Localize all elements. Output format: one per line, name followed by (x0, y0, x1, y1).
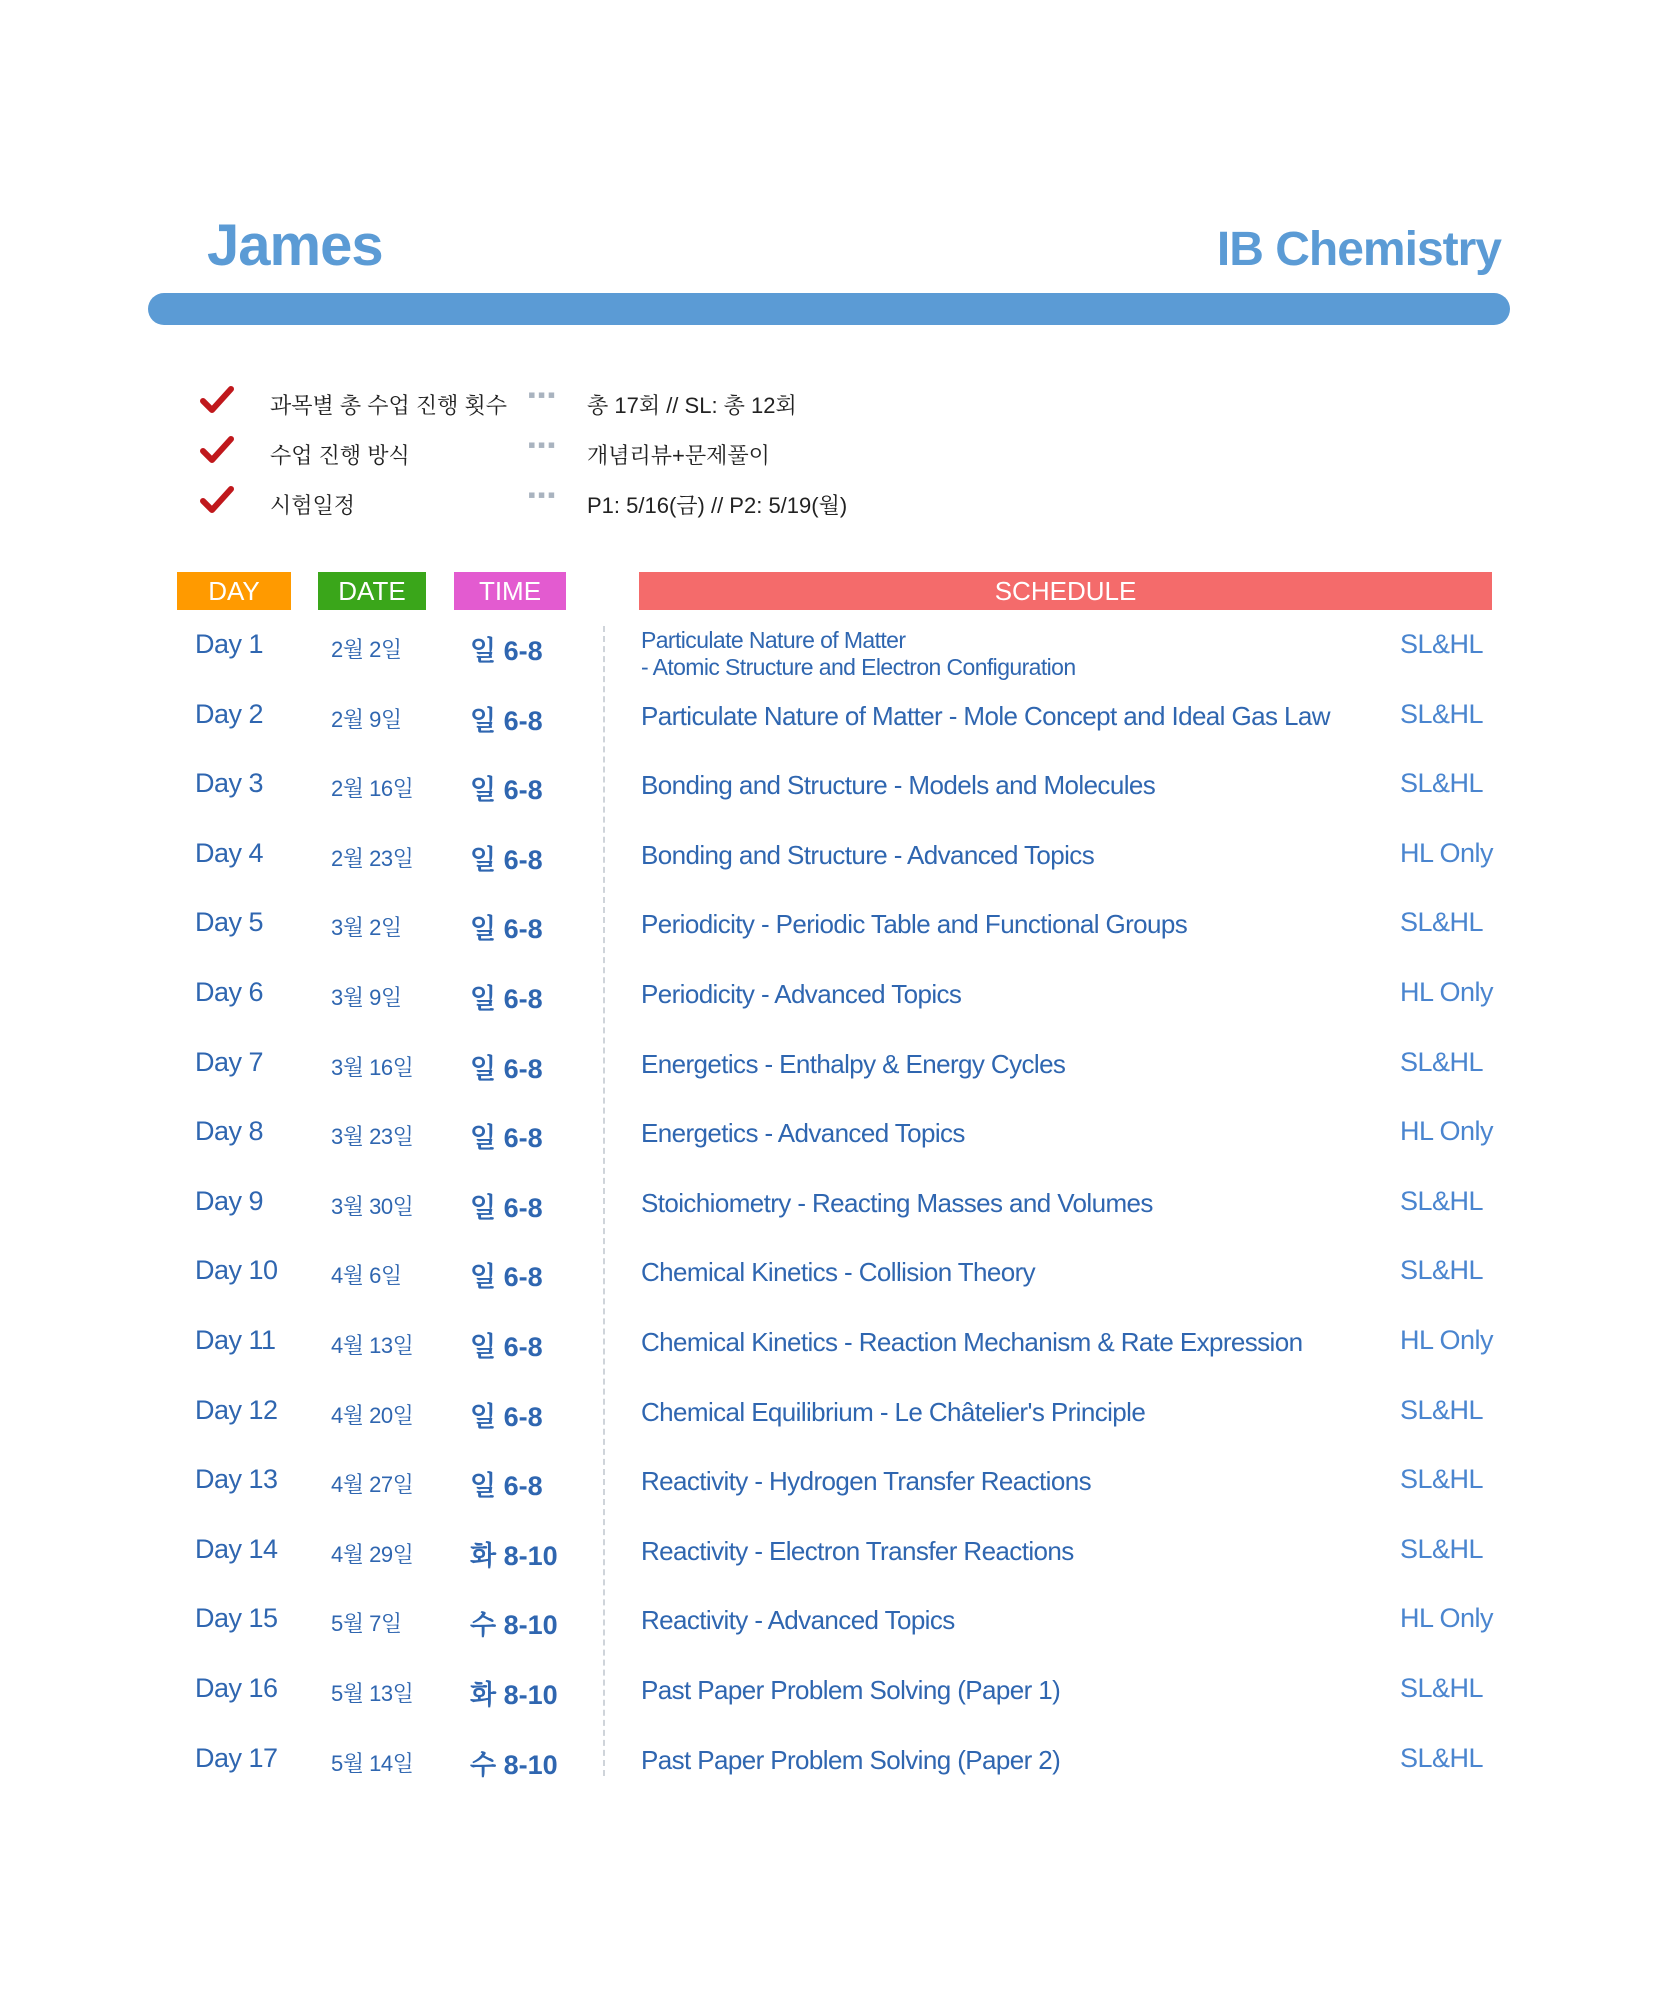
column-header-schedule: SCHEDULE (639, 572, 1492, 610)
schedule-row (0, 1037, 1654, 1107)
time-cell: 일 6-8 (470, 914, 543, 945)
info-separator: ▪▪▪ (528, 432, 558, 457)
column-header-date: DATE (318, 572, 426, 610)
schedule-row (0, 758, 1654, 828)
date-cell: 2월 23일 (331, 845, 414, 871)
schedule-row (0, 1315, 1654, 1385)
day-cell: Day 16 (195, 1672, 278, 1703)
date-cell: 3월 23일 (331, 1124, 414, 1150)
time-cell: 일 6-8 (470, 1123, 543, 1154)
time-cell: 일 6-8 (470, 1331, 543, 1362)
level-cell: SL&HL (1400, 1464, 1484, 1495)
day-cell: Day 14 (195, 1533, 278, 1564)
level-cell: SL&HL (1400, 698, 1484, 729)
topic-cell: Chemical Kinetics - Reaction Mechanism & Rate Expression (641, 1326, 1303, 1357)
topic-cell: Periodicity - Advanced Topics (641, 978, 962, 1009)
topic-cell: Reactivity - Electron Transfer Reactions (641, 1535, 1074, 1566)
date-cell: 4월 29일 (331, 1541, 414, 1567)
info-label: 시험일정 (270, 493, 356, 518)
info-label: 수업 진행 방식 (270, 443, 410, 468)
level-cell: SL&HL (1400, 1255, 1484, 1286)
date-cell: 3월 2일 (331, 915, 402, 941)
day-cell: Day 7 (195, 1046, 264, 1077)
schedule-table (0, 619, 1654, 1802)
topic-cell: Past Paper Problem Solving (Paper 1) (641, 1674, 1061, 1705)
info-value: 총 17회 // SL: 총 12회 (587, 393, 797, 418)
time-cell: 일 6-8 (470, 1262, 543, 1293)
level-cell: SL&HL (1400, 629, 1484, 659)
info-separator: ▪▪▪ (528, 482, 558, 507)
date-cell: 4월 27일 (331, 1472, 414, 1498)
topic-cell: Particulate Nature of Matter - Atomic Structure and Electron Configuration (641, 627, 1076, 680)
day-cell: Day 8 (195, 1116, 264, 1147)
course-title: IB Chemistry (1216, 223, 1501, 276)
column-header-day: DAY (177, 572, 291, 610)
topic-cell: Particulate Nature of Matter - Mole Concept and Ideal Gas Law (641, 700, 1330, 731)
date-cell: 4월 6일 (331, 1263, 402, 1289)
time-cell: 화 8-10 (470, 1540, 558, 1571)
date-cell: 4월 20일 (331, 1402, 414, 1428)
schedule-row (0, 1385, 1654, 1455)
topic-cell: Bonding and Structure - Advanced Topics (641, 839, 1095, 870)
time-cell: 일 6-8 (470, 844, 543, 875)
info-row-sessions (200, 378, 1100, 428)
time-cell: 일 6-8 (470, 1401, 543, 1432)
time-cell: 일 6-8 (470, 1471, 543, 1502)
level-cell: HL Only (1400, 1324, 1494, 1355)
time-cell: 화 8-10 (470, 1679, 558, 1710)
topic-cell: Reactivity - Hydrogen Transfer Reactions (641, 1466, 1091, 1497)
date-cell: 5월 13일 (331, 1680, 414, 1706)
schedule-row (0, 1663, 1654, 1733)
header-divider-bar (148, 293, 1510, 325)
info-separator: ▪▪▪ (528, 382, 558, 407)
date-cell: 2월 9일 (331, 706, 402, 732)
date-cell: 2월 16일 (331, 776, 414, 802)
schedule-row (0, 967, 1654, 1037)
level-cell: SL&HL (1400, 1185, 1484, 1216)
topic-cell: Chemical Kinetics - Collision Theory (641, 1257, 1036, 1288)
schedule-row (0, 1245, 1654, 1315)
level-cell: SL&HL (1400, 1533, 1484, 1564)
day-cell: Day 15 (195, 1603, 278, 1634)
day-cell: Day 5 (195, 907, 264, 938)
check-mark-icon (200, 435, 234, 465)
tutor-name: James (207, 213, 383, 278)
level-cell: SL&HL (1400, 768, 1484, 799)
day-cell: Day 9 (195, 1185, 264, 1216)
day-cell: Day 1 (195, 629, 264, 659)
schedule-row (0, 1593, 1654, 1663)
topic-cell: Periodicity - Periodic Table and Functional Groups (641, 909, 1188, 940)
date-cell: 5월 7일 (331, 1611, 402, 1637)
date-cell: 4월 13일 (331, 1332, 414, 1358)
schedule-row (0, 1733, 1654, 1803)
level-cell: SL&HL (1400, 1672, 1484, 1703)
day-cell: Day 12 (195, 1394, 278, 1425)
date-cell: 3월 16일 (331, 1054, 414, 1080)
day-cell: Day 2 (195, 698, 264, 729)
date-cell: 3월 30일 (331, 1193, 414, 1219)
topic-cell: Stoichiometry - Reacting Masses and Volumes (641, 1187, 1153, 1218)
schedule-row (0, 828, 1654, 898)
topic-cell: Past Paper Problem Solving (Paper 2) (641, 1744, 1061, 1775)
level-cell: SL&HL (1400, 907, 1484, 938)
time-cell: 일 6-8 (470, 705, 543, 736)
schedule-row (0, 1524, 1654, 1594)
schedule-row (0, 1454, 1654, 1524)
day-cell: Day 10 (195, 1255, 278, 1286)
day-cell: Day 4 (195, 837, 264, 868)
time-cell: 일 6-8 (470, 636, 543, 666)
level-cell: HL Only (1400, 1603, 1494, 1634)
time-cell: 일 6-8 (470, 775, 543, 806)
info-value: P1: 5/16(금) // P2: 5/19(월) (587, 493, 848, 518)
date-cell: 5월 14일 (331, 1750, 414, 1776)
time-cell: 수 8-10 (470, 1749, 558, 1780)
time-cell: 일 6-8 (470, 1053, 543, 1084)
check-mark-icon (200, 485, 234, 515)
topic-cell: Chemical Equilibrium - Le Châtelier's Principle (641, 1396, 1146, 1427)
time-cell: 일 6-8 (470, 983, 543, 1014)
column-header-time: TIME (454, 572, 566, 610)
level-cell: HL Only (1400, 1116, 1494, 1147)
day-cell: Day 6 (195, 976, 264, 1007)
schedule-row (0, 619, 1654, 689)
info-row-method (200, 428, 1100, 478)
day-cell: Day 11 (195, 1324, 276, 1355)
day-cell: Day 17 (195, 1742, 278, 1773)
day-cell: Day 3 (195, 768, 264, 799)
schedule-row (0, 897, 1654, 967)
level-cell: HL Only (1400, 837, 1494, 868)
day-cell: Day 13 (195, 1464, 278, 1495)
topic-cell: Reactivity - Advanced Topics (641, 1605, 955, 1636)
level-cell: SL&HL (1400, 1046, 1484, 1077)
topic-cell: Bonding and Structure - Models and Molecules (641, 770, 1156, 801)
info-label: 과목별 총 수업 진행 횟수 (270, 393, 507, 418)
topic-cell: Energetics - Enthalpy & Energy Cycles (641, 1048, 1066, 1079)
level-cell: SL&HL (1400, 1394, 1484, 1425)
time-cell: 일 6-8 (470, 1192, 543, 1223)
level-cell: SL&HL (1400, 1742, 1484, 1773)
date-cell: 3월 9일 (331, 984, 402, 1010)
info-row-exam (200, 478, 1100, 528)
time-cell: 수 8-10 (470, 1610, 558, 1641)
schedule-row (0, 1106, 1654, 1176)
course-info-list (200, 378, 1100, 528)
level-cell: HL Only (1400, 976, 1494, 1007)
info-value: 개념리뷰+문제풀이 (587, 443, 770, 468)
topic-cell: Energetics - Advanced Topics (641, 1118, 965, 1149)
schedule-row (0, 1176, 1654, 1246)
date-cell: 2월 2일 (331, 637, 402, 662)
check-mark-icon (200, 385, 234, 415)
schedule-row (0, 689, 1654, 759)
